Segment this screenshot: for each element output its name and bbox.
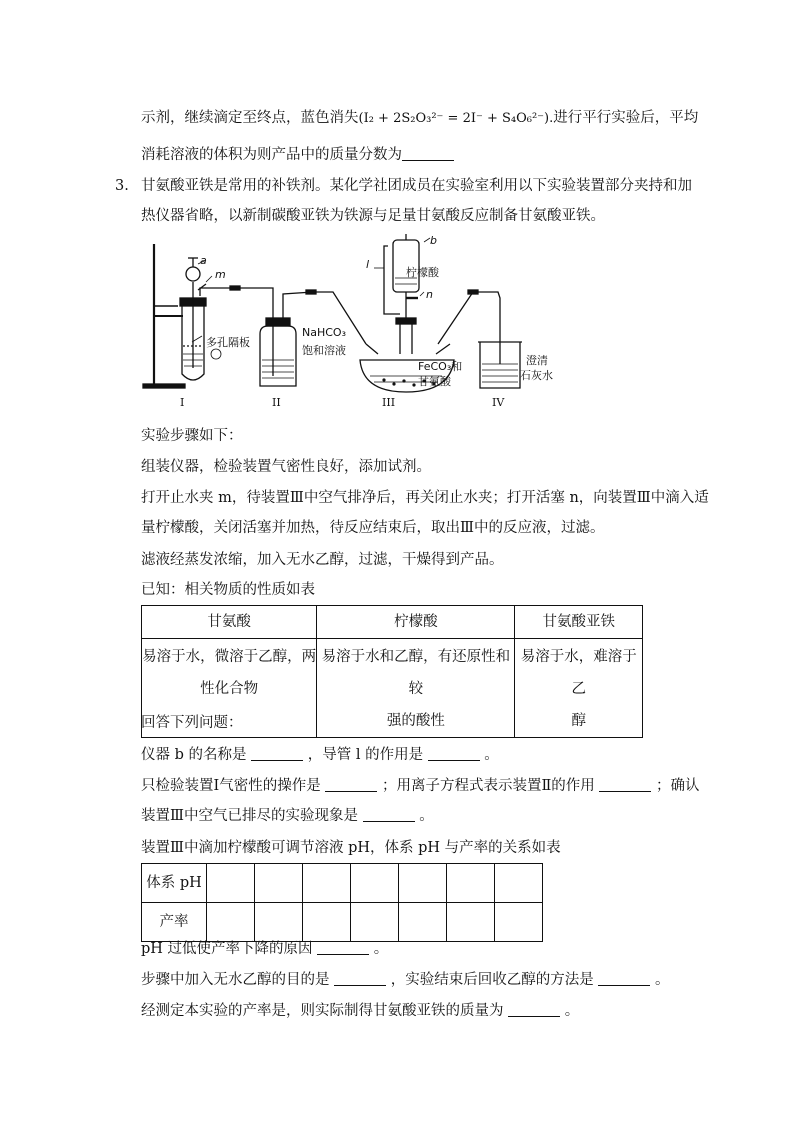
- cell-line: 易溶于水和乙醇，有还原性和较: [321, 649, 511, 697]
- label-apparatus-3: III: [382, 396, 396, 409]
- question-1: [141, 745, 499, 765]
- answer-blank[interactable]: [334, 971, 386, 986]
- table-cell: [447, 903, 495, 942]
- cell-line: 性化合物: [200, 681, 259, 697]
- table-header-row: [142, 606, 643, 639]
- header-ferrous-glycinate: 甘氨酸亚铁: [515, 606, 643, 639]
- answer-blank[interactable]: [599, 777, 651, 792]
- question-6: [141, 1001, 579, 1021]
- intro-line-2: [141, 145, 454, 165]
- q2-text-d: 装置Ⅲ中空气已排尽的实验现象是: [141, 808, 358, 824]
- label-apparatus-4: IV: [492, 396, 505, 409]
- step-2b: 量柠檬酸，关闭活塞并加热，待反应结束后，取出Ⅲ中的反应液，过滤。: [141, 520, 605, 536]
- ph-yield-table: [141, 863, 543, 942]
- table-cell: [399, 864, 447, 903]
- label-apparatus-2: II: [272, 396, 281, 409]
- q1-text-b: ，导管 l 的作用是: [307, 747, 424, 763]
- question-number: 3.: [115, 178, 129, 194]
- answer-blank[interactable]: [428, 746, 480, 761]
- step-1: 组装仪器，检验装置气密性良好，添加试剂。: [141, 459, 431, 475]
- known-heading: 已知：相关物质的性质如表: [141, 582, 315, 598]
- label-limewater: 石灰水: [520, 369, 553, 382]
- answer-blank[interactable]: [598, 971, 650, 986]
- table-cell: [303, 864, 351, 903]
- label-nahco3: NaHCO₃: [302, 326, 346, 339]
- q1-text: 仪器 b 的名称是: [141, 747, 247, 763]
- table-cell: [351, 864, 399, 903]
- q1-text-c: 。: [484, 747, 499, 763]
- q4-text: pH 过低使产率下降的原因: [141, 941, 313, 957]
- answers-heading: 回答下列问题：: [141, 715, 243, 731]
- label-saturated-solution: 饱和溶液: [302, 344, 346, 357]
- table-cell: [447, 864, 495, 903]
- cell-line: 醇: [571, 713, 586, 729]
- q2-text-b: ；用离子方程式表示装置Ⅱ的作用: [381, 778, 595, 794]
- table-row: [142, 903, 543, 942]
- label-b: b: [430, 234, 437, 247]
- question-2-cont: [141, 806, 434, 826]
- q2-text-e: 。: [419, 808, 434, 824]
- table-cell: [495, 864, 543, 903]
- table-cell: [207, 903, 255, 942]
- table-cell: [399, 903, 447, 942]
- table-cell: [351, 903, 399, 942]
- table-cell: [207, 864, 255, 903]
- header-glycine: 甘氨酸: [142, 606, 317, 639]
- cell-line: 易溶于水，难溶于乙: [520, 649, 637, 697]
- intro-line-1: [141, 108, 698, 129]
- q5-text: 步骤中加入无水乙醇的目的是: [141, 972, 330, 988]
- question-stem-2: 热仪器省略，以新制碳酸亚铁为铁源与足量甘氨酸反应制备甘氨酸亚铁。: [141, 208, 605, 224]
- table-cell: [495, 903, 543, 942]
- q5-text-b: ，实验结束后回收乙醇的方法是: [390, 972, 594, 988]
- table-cell: [303, 903, 351, 942]
- answer-blank[interactable]: [402, 146, 454, 161]
- intro-text: 示剂，继续滴定至终点，蓝色消失: [141, 110, 359, 126]
- answer-blank[interactable]: [325, 777, 377, 792]
- label-citric-acid: 柠檬酸: [406, 266, 439, 279]
- label-glycine: 甘氨酸: [418, 375, 451, 388]
- cell-line: 易溶于水，微溶于乙醇，两: [142, 649, 317, 665]
- question-4: [141, 939, 388, 959]
- q5-text-c: 。: [654, 972, 670, 988]
- label-apparatus-1: I: [180, 396, 185, 409]
- label-l: l: [366, 258, 370, 271]
- q6-text: 经测定本实验的产率是，则实际制得甘氨酸亚铁的质量为: [141, 1003, 504, 1019]
- cell-ferrous-glycinate: [515, 639, 643, 738]
- question-2: [141, 776, 700, 796]
- table-cell: [255, 903, 303, 942]
- label-n: n: [426, 288, 433, 301]
- cell-line: 强的酸性: [386, 713, 445, 729]
- q2-text-c: ；确认: [656, 778, 700, 794]
- steps-heading: 实验步骤如下：: [141, 428, 243, 444]
- answer-blank[interactable]: [251, 746, 303, 761]
- step-2a: 打开止水夹 m，待装置Ⅲ中空气排净后，再关闭止水夹；打开活塞 n，向装置Ⅲ中滴入适: [141, 490, 709, 506]
- q6-text-b: 。: [564, 1003, 580, 1019]
- intro-text-post: 进行平行实验后，平均: [553, 110, 699, 126]
- cell-citric-acid: [317, 639, 515, 738]
- answer-blank[interactable]: [508, 1002, 560, 1017]
- label-porous-plate: 多孔隔板: [206, 336, 250, 349]
- header-citric-acid: 柠檬酸: [317, 606, 515, 639]
- label-a: a: [200, 254, 207, 267]
- table-cell: [255, 864, 303, 903]
- yield-row-label: 产率: [142, 903, 207, 942]
- step-3: 滤液经蒸发浓缩，加入无水乙醇，过滤，干燥得到产品。: [141, 552, 504, 568]
- q2-text: 只检验装置Ⅰ气密性的操作是: [141, 778, 321, 794]
- figure-labels: [138, 234, 568, 414]
- table-row: [142, 864, 543, 903]
- label-m: m: [215, 268, 226, 281]
- question-5: [141, 970, 669, 990]
- answer-blank[interactable]: [317, 940, 369, 955]
- answer-blank[interactable]: [363, 807, 415, 822]
- label-clear: 澄清: [526, 354, 548, 367]
- question-stem-1: 甘氨酸亚铁是常用的补铁剂。某化学社团成员在实验室利用以下实验装置部分夹持和加: [141, 178, 692, 194]
- label-feco3: FeCO₃和: [418, 360, 463, 373]
- ph-row-label: 体系 pH: [142, 864, 207, 903]
- question-3: 装置Ⅲ中滴加柠檬酸可调节溶液 pH，体系 pH 与产率的关系如表: [141, 840, 561, 856]
- intro-text-2: 消耗溶液的体积为则产品中的质量分数为: [141, 147, 402, 163]
- iodine-formula: (I₂ + 2S₂O₃²⁻ = 2I⁻ + S₄O₆²⁻).: [358, 111, 554, 126]
- q4-text-b: 。: [373, 941, 389, 957]
